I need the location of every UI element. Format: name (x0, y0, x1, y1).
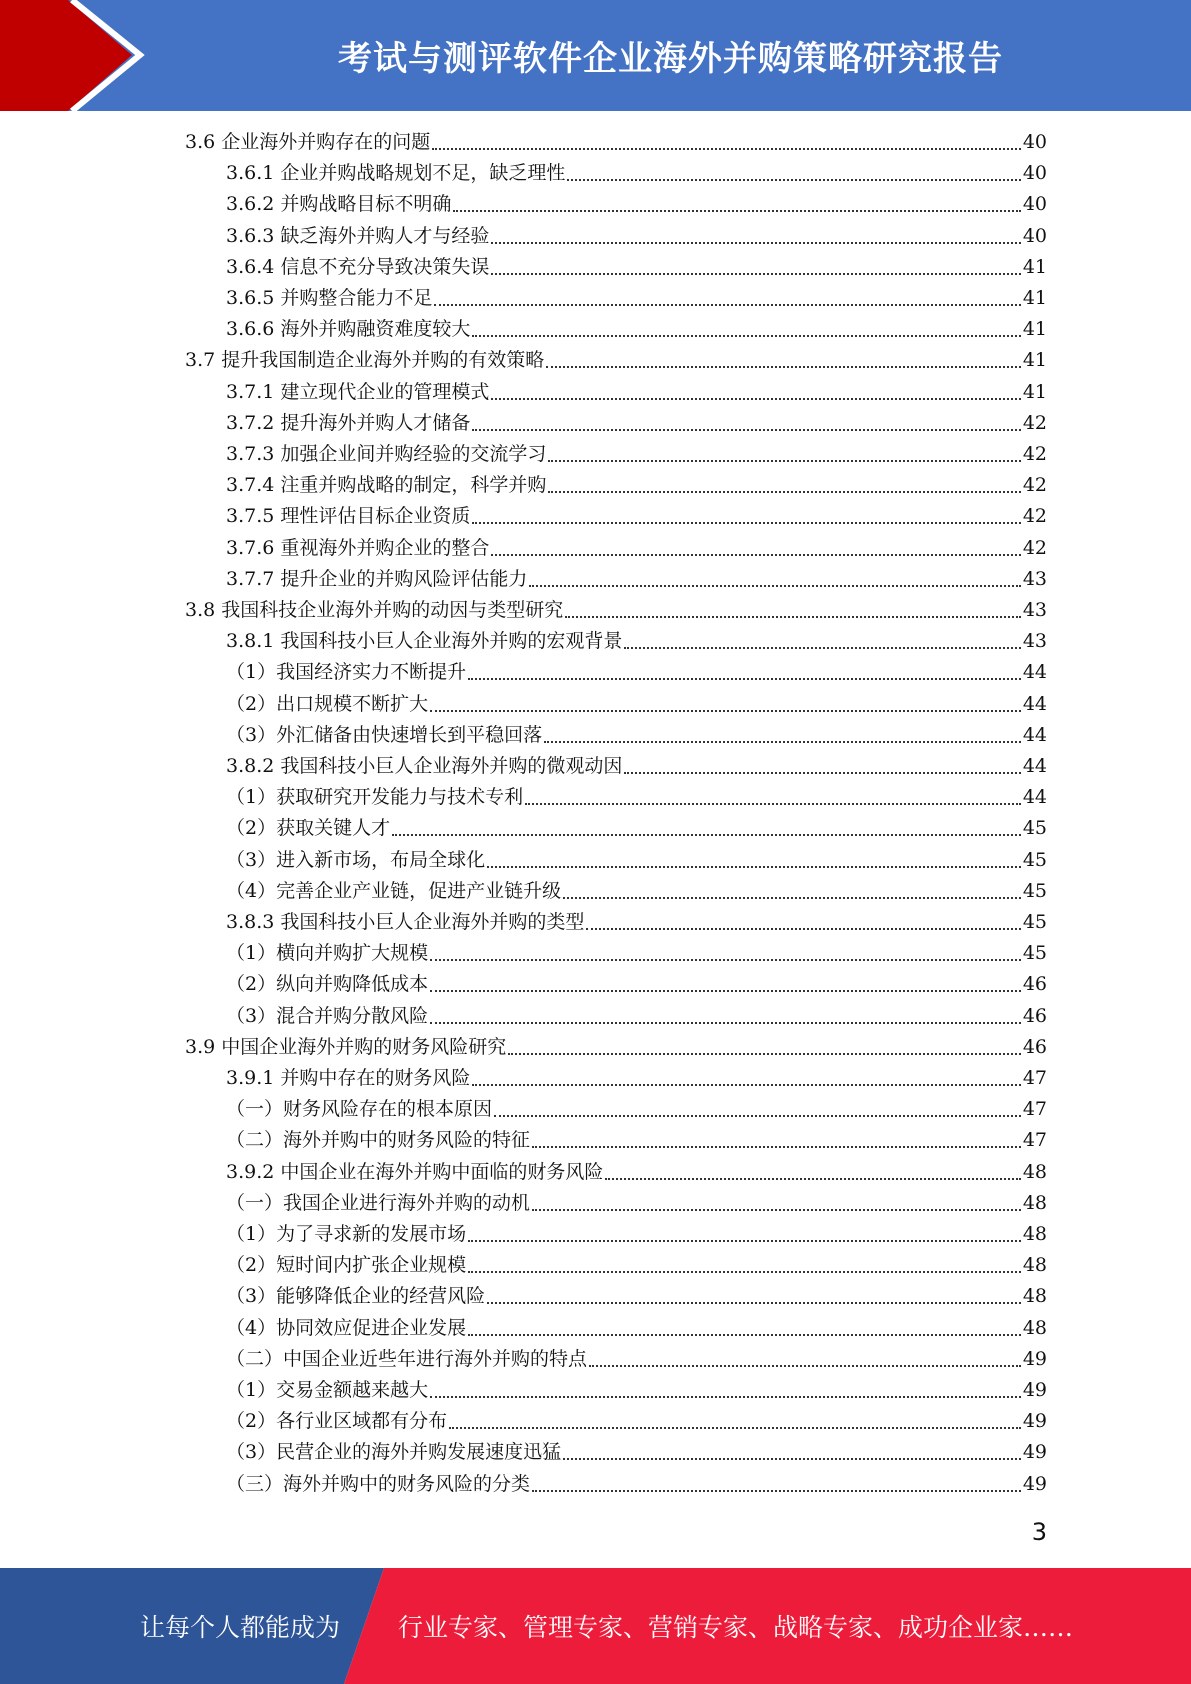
toc-dot-leader (491, 554, 1020, 556)
toc-entry[interactable] (226, 221, 1047, 252)
toc-entry-page: 46 (1022, 973, 1047, 996)
toc-entry-label: （3）外汇储备由快速增长到平稳回落 (226, 723, 543, 746)
toc-entry-page: 42 (1022, 474, 1047, 497)
toc-dot-leader (472, 1084, 1020, 1086)
toc-entry[interactable] (226, 283, 1047, 314)
toc-dot-leader (544, 741, 1021, 743)
toc-entry-page: 41 (1022, 349, 1047, 372)
toc-entry-page: 48 (1022, 1285, 1047, 1308)
toc-entry-label: （2）短时间内扩张企业规模 (226, 1254, 467, 1277)
toc-entry[interactable] (226, 782, 1047, 813)
toc-entry-page: 49 (1022, 1410, 1047, 1433)
toc-entry[interactable] (226, 1250, 1047, 1281)
toc-entry-label: （1）交易金额越来越大 (226, 1379, 429, 1401)
toc-entry[interactable] (226, 1157, 1047, 1188)
toc-entry[interactable] (226, 1219, 1047, 1250)
toc-entry-page: 47 (1022, 1129, 1047, 1152)
toc-entry[interactable] (226, 1063, 1047, 1094)
toc-dot-leader (532, 1146, 1021, 1148)
page-number: 3 (1031, 1518, 1047, 1546)
toc-entry-label: 3.7.6 重视海外并购企业的整合 (226, 536, 490, 559)
toc-entry[interactable] (226, 969, 1047, 1000)
toc-entry-page: 43 (1022, 630, 1047, 653)
toc-entry-page: 48 (1022, 1254, 1047, 1277)
toc-dot-leader (567, 179, 1020, 181)
toc-entry[interactable] (226, 1313, 1047, 1344)
toc-entry-page: 44 (1022, 723, 1047, 746)
toc-dot-leader (494, 1115, 1021, 1117)
toc-entry-page: 42 (1022, 443, 1047, 465)
toc-entry[interactable] (226, 1406, 1047, 1437)
footer-band (0, 1568, 1191, 1684)
toc-entry-page: 40 (1022, 193, 1047, 216)
toc-dot-leader (491, 273, 1020, 275)
toc-entry-label: 3.6.3 缺乏海外并购人才与经验 (226, 224, 490, 247)
toc-dot-leader (487, 1302, 1021, 1304)
toc-entry[interactable] (226, 1437, 1047, 1468)
toc-entry[interactable] (226, 1125, 1047, 1156)
toc-entry-label: 3.7.3 加强企业间并购经验的交流学习 (226, 443, 547, 465)
toc-entry-page: 48 (1022, 1191, 1047, 1214)
toc-entry[interactable] (226, 689, 1047, 720)
toc-entry-page: 40 (1022, 224, 1047, 247)
toc-entry[interactable] (226, 439, 1047, 470)
toc-entry-label: （2）出口规模不断扩大 (226, 692, 429, 715)
toc-entry-page: 44 (1022, 661, 1047, 684)
toc-entry-page: 49 (1022, 1379, 1047, 1401)
toc-entry[interactable] (226, 377, 1047, 408)
toc-entry-label: 3.8 我国科技企业海外并购的动因与类型研究 (185, 599, 564, 621)
toc-entry-label: （2）纵向并购降低成本 (226, 973, 429, 996)
toc-entry-page: 41 (1022, 255, 1047, 278)
toc-entry-label: 3.7.4 注重并购战略的制定，科学并购 (226, 474, 547, 497)
toc-entry-label: 3.9.2 中国企业在海外并购中面临的财务风险 (226, 1160, 604, 1183)
toc-entry-page: 44 (1022, 786, 1047, 809)
toc-dot-leader (468, 1271, 1021, 1273)
toc-dot-leader (589, 1365, 1021, 1367)
toc-entry-page: 47 (1022, 1098, 1047, 1121)
toc-dot-leader (546, 366, 1021, 368)
toc-entry-label: 3.8.2 我国科技小巨人企业海外并购的微观动因 (226, 755, 623, 777)
toc-entry[interactable] (226, 907, 1047, 938)
toc-entry-label: 3.6.5 并购整合能力不足 (226, 287, 433, 309)
toc-dot-leader (548, 491, 1020, 493)
toc-dot-leader (491, 242, 1020, 244)
toc-entry-page: 44 (1022, 755, 1047, 777)
toc-entry-label: （1）获取研究开发能力与技术专利 (226, 786, 524, 809)
toc-entry-page: 41 (1022, 380, 1047, 403)
toc-entry-page: 42 (1022, 505, 1047, 528)
toc-entry-label: 3.8.1 我国科技小巨人企业海外并购的宏观背景 (226, 630, 623, 653)
toc-entry[interactable] (226, 470, 1047, 501)
toc-dot-leader (453, 210, 1020, 212)
toc-entry-label: 3.7.5 理性评估目标企业资质 (226, 505, 471, 528)
toc-entry[interactable] (226, 252, 1047, 283)
toc-dot-leader (430, 710, 1021, 712)
toc-entry-page: 43 (1022, 567, 1047, 590)
toc-entry[interactable] (226, 1094, 1047, 1125)
toc-entry-label: （二）中国企业近些年进行海外并购的特点 (226, 1347, 588, 1370)
toc-entry-label: （1）我国经济实力不断提升 (226, 661, 467, 684)
toc-dot-leader (468, 1240, 1021, 1242)
toc-entry-page: 43 (1022, 599, 1047, 621)
toc-entry-label: （1）为了寻求新的发展市场 (226, 1223, 467, 1245)
toc-entry[interactable] (226, 1281, 1047, 1312)
toc-entry[interactable] (226, 626, 1047, 657)
toc-entry[interactable] (226, 1188, 1047, 1219)
toc-entry-page: 40 (1022, 131, 1047, 153)
toc-entry-label: 3.6.1 企业并购战略规划不足，缺乏理性 (226, 162, 566, 185)
toc-entry-label: （1）横向并购扩大规模 (226, 942, 429, 965)
header-chevron-icon (0, 0, 160, 111)
toc-entry-page: 40 (1022, 162, 1047, 185)
toc-entry-label: 3.6.2 并购战略目标不明确 (226, 193, 452, 216)
toc-entry-page: 42 (1022, 536, 1047, 559)
toc-entry[interactable] (226, 1344, 1047, 1375)
toc-entry[interactable] (226, 938, 1047, 969)
toc-entry[interactable] (226, 1001, 1047, 1032)
document-title: 考试与测评软件企业海外并购策略研究报告 (338, 39, 1003, 79)
toc-entry[interactable] (226, 158, 1047, 189)
toc-entry[interactable] (226, 1469, 1047, 1500)
toc-entry-label: （3）进入新市场，布局全球化 (226, 848, 486, 871)
toc-entry-label: （一）我国企业进行海外并购的动机 (226, 1191, 531, 1214)
toc-dot-leader (532, 1490, 1021, 1492)
toc-entry-label: （4）完善企业产业链，促进产业链升级 (226, 879, 562, 902)
toc-entry-label: 3.7.1 建立现代企业的管理模式 (226, 380, 490, 403)
toc-entry[interactable] (226, 876, 1047, 907)
toc-entry-page: 45 (1022, 942, 1047, 965)
toc-entry-label: 3.6.6 海外并购融资难度较大 (226, 318, 471, 341)
toc-entry-label: 3.6.4 信息不充分导致决策失误 (226, 255, 490, 278)
toc-dot-leader (508, 1053, 1021, 1055)
toc-dot-leader (468, 1334, 1021, 1336)
toc-dot-leader (449, 1427, 1021, 1429)
toc-entry-label: （二）海外并购中的财务风险的特征 (226, 1129, 531, 1152)
toc-entry-label: 3.7.7 提升企业的并购风险评估能力 (226, 567, 528, 590)
toc-entry[interactable] (226, 533, 1047, 564)
toc-entry-page: 47 (1022, 1067, 1047, 1089)
footer-slogan-left: 让每个人都能成为 (140, 1613, 341, 1642)
toc-dot-leader (434, 304, 1020, 306)
toc-entry-page: 41 (1022, 318, 1047, 341)
toc-entry[interactable] (226, 501, 1047, 532)
toc-entry-label: 3.6 企业海外并购存在的问题 (185, 131, 431, 153)
toc-entry-label: （2）获取关键人才 (226, 817, 391, 840)
toc-dot-leader (432, 148, 1021, 150)
toc-dot-leader (525, 803, 1021, 805)
toc-dot-leader (529, 585, 1020, 587)
toc-dot-leader (624, 772, 1020, 774)
toc-dot-leader (487, 866, 1021, 868)
toc-dot-leader (392, 834, 1021, 836)
toc-entry-page: 41 (1022, 287, 1047, 309)
toc-dot-leader (532, 1209, 1021, 1211)
footer-slogan-right: 行业专家、管理专家、营销专家、战略专家、成功企业家…… (398, 1613, 1074, 1642)
toc-dot-leader (586, 928, 1020, 930)
toc-entry-label: 3.9 中国企业海外并购的财务风险研究 (185, 1035, 507, 1058)
toc-entry[interactable] (185, 1032, 1047, 1063)
toc-entry[interactable] (226, 408, 1047, 439)
toc-entry-page: 45 (1022, 879, 1047, 902)
toc-entry-page: 49 (1022, 1472, 1047, 1495)
toc-entry-page: 48 (1022, 1160, 1047, 1183)
toc-entry-page: 49 (1022, 1441, 1047, 1464)
toc-entry-page: 45 (1022, 848, 1047, 871)
toc-entry-page: 45 (1022, 911, 1047, 933)
toc-entry-label: （3）能够降低企业的经营风险 (226, 1285, 486, 1308)
toc-dot-leader (565, 616, 1021, 618)
toc-entry[interactable] (226, 1375, 1047, 1406)
toc-entry[interactable] (226, 751, 1047, 782)
toc-entry-label: （三）海外并购中的财务风险的分类 (226, 1472, 531, 1495)
toc-entry[interactable] (185, 127, 1047, 158)
toc-dot-leader (624, 647, 1020, 649)
toc-entry-page: 48 (1022, 1223, 1047, 1245)
toc-dot-leader (548, 460, 1020, 462)
toc-entry[interactable] (226, 314, 1047, 345)
toc-entry-label: 3.7 提升我国制造企业海外并购的有效策略 (185, 349, 545, 372)
toc-entry-page: 46 (1022, 1035, 1047, 1058)
toc-entry[interactable] (226, 720, 1047, 751)
toc-entry-label: （3）民营企业的海外并购发展速度迅猛 (226, 1441, 562, 1464)
toc-entry-page: 45 (1022, 817, 1047, 840)
toc-entry-page: 44 (1022, 692, 1047, 715)
toc-entry-label: （4）协同效应促进企业发展 (226, 1316, 467, 1339)
toc-dot-leader (430, 959, 1021, 961)
toc-entry-label: 3.9.1 并购中存在的财务风险 (226, 1067, 471, 1089)
toc-dot-leader (472, 335, 1020, 337)
toc-entry-label: （一）财务风险存在的根本原因 (226, 1098, 493, 1121)
toc-entry-page: 48 (1022, 1316, 1047, 1339)
toc-entry-label: （2）各行业区域都有分布 (226, 1410, 448, 1433)
toc-entry-label: （3）混合并购分散风险 (226, 1004, 429, 1027)
toc-entry[interactable] (226, 564, 1047, 595)
toc-entry-label: 3.8.3 我国科技小巨人企业海外并购的类型 (226, 911, 585, 933)
toc-entry[interactable] (185, 345, 1047, 376)
toc-entry-page: 46 (1022, 1004, 1047, 1027)
toc-entry[interactable] (226, 813, 1047, 844)
toc-entry[interactable] (226, 657, 1047, 688)
toc-dot-leader (430, 990, 1021, 992)
toc-entry-page: 49 (1022, 1347, 1047, 1370)
toc-entry[interactable] (226, 845, 1047, 876)
toc-dot-leader (491, 398, 1020, 400)
toc-dot-leader (430, 1022, 1021, 1024)
toc-entry[interactable] (185, 595, 1047, 626)
toc-dot-leader (468, 678, 1021, 680)
toc-dot-leader (563, 897, 1021, 899)
header-band (0, 0, 1191, 111)
toc-dot-leader (563, 1458, 1021, 1460)
toc-dot-leader (472, 522, 1020, 524)
toc-dot-leader (472, 429, 1020, 431)
toc-entry-page: 42 (1022, 411, 1047, 434)
toc-entry[interactable] (226, 189, 1047, 220)
toc-entry-label: 3.7.2 提升海外并购人才储备 (226, 411, 471, 434)
toc-dot-leader (430, 1396, 1021, 1398)
toc-dot-leader (605, 1178, 1020, 1180)
